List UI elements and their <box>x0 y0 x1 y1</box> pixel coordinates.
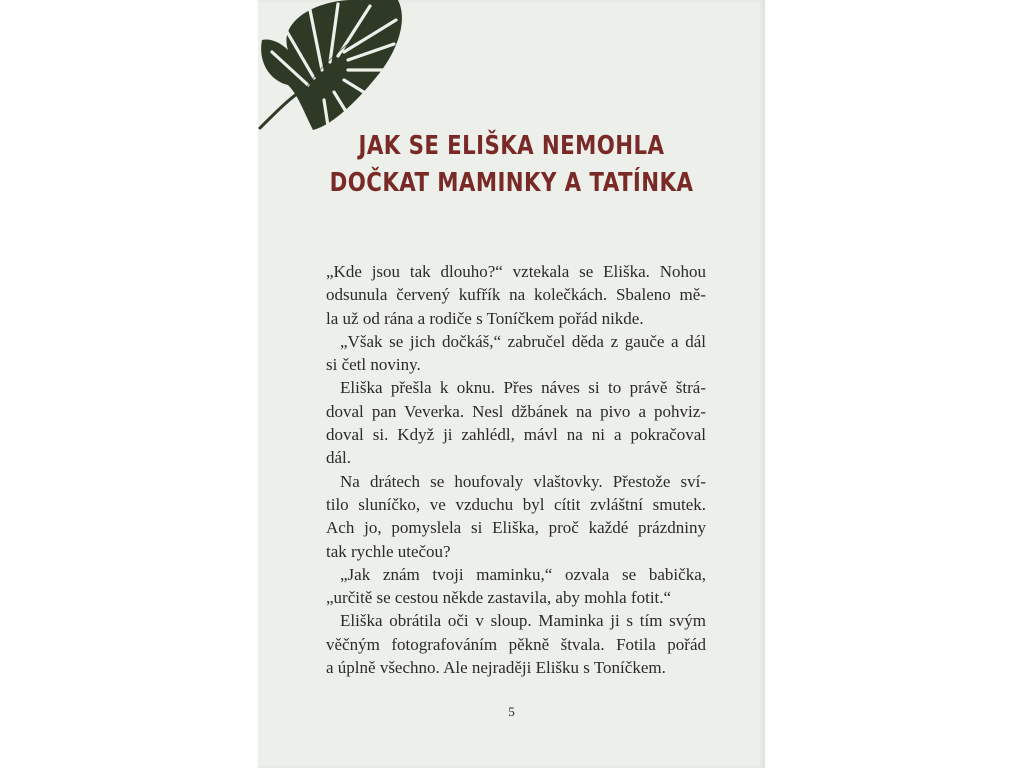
text-line: la už od rána a rodiče s Toníčkem pořád nikde. <box>326 308 644 328</box>
text-line: odsunula červený kufřík na kolečkách. Sbaleno mě- <box>326 285 706 305</box>
text-line: doval pan Veverka. Nesl džbánek na pivo a pohviz- <box>326 401 706 421</box>
text-line: „Však se jich dočkáš,“ zabručel děda z gauče a dál <box>340 331 706 351</box>
text-line: tak rychle utečou? <box>326 541 451 561</box>
text-line: tilo sluníčko, ve vzduchu byl cítit zvláštní smutek. <box>326 494 706 514</box>
chapter-text <box>326 260 706 679</box>
text-line: „Kde jsou tak dlouho?“ vztekala se Eliška. Nohou <box>326 262 706 281</box>
text-line: a úplně všechno. Ale nejraději Elišku s Toníčkem. <box>326 658 666 678</box>
page-number: 5 <box>508 704 515 719</box>
book-page <box>258 0 765 768</box>
text-line: dál. <box>326 448 352 468</box>
text-line: si četl noviny. <box>326 355 421 375</box>
text-line: „Jak znám tvoji maminku,“ ozvala se babička, <box>340 564 706 584</box>
chapter-title <box>304 128 720 202</box>
text-line: Ach jo, pomyslela si Eliška, proč každé prázdniny <box>326 518 706 538</box>
text-line: „určitě se cestou někde zastavila, aby mohla fotit.“ <box>326 588 672 608</box>
chapter-title-line-2: DOČKAT MAMINKY A TATÍNKA <box>329 168 694 198</box>
text-line: Na drátech se houfovaly vlaštovky. Přestože sví- <box>340 471 706 491</box>
text-line: doval si. Když ji zahlédl, mávl na ni a pokračoval <box>326 425 706 445</box>
monstera-leaf-icon <box>258 0 408 140</box>
chapter-title-line-1: JAK SE ELIŠKA NEMOHLA <box>358 131 665 161</box>
text-line: věčným fotografováním pěkně štvala. Fotila pořád <box>326 634 706 654</box>
text-line: Eliška přešla k oknu. Přes náves si to právě štrá- <box>340 378 706 398</box>
text-line: Eliška obrátila oči v sloup. Maminka ji s tím svým <box>340 611 706 631</box>
